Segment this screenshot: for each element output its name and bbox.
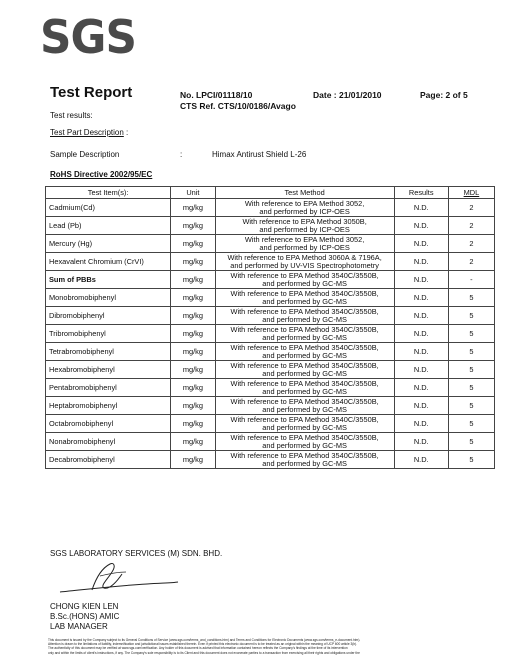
method-line-1: With reference to EPA Method 3052, bbox=[244, 234, 365, 244]
method-cell bbox=[215, 307, 394, 325]
method-line-2: and performed by GC-MS bbox=[262, 332, 347, 342]
signer-name: CHONG KIEN LEN bbox=[50, 602, 119, 611]
result-cell: N.D. bbox=[394, 451, 448, 469]
method-line-2: and performed by GC-MS bbox=[262, 368, 347, 378]
header-mdl: MDL bbox=[448, 187, 494, 199]
signer-role: LAB MANAGER bbox=[50, 622, 108, 631]
method-line-2: and performed by GC-MS bbox=[262, 296, 347, 306]
method-cell bbox=[215, 271, 394, 289]
result-cell: N.D. bbox=[394, 217, 448, 235]
mdl-cell: 5 bbox=[448, 361, 494, 379]
result-cell: N.D. bbox=[394, 289, 448, 307]
result-cell: N.D. bbox=[394, 235, 448, 253]
results-table bbox=[45, 186, 495, 469]
unit-cell: mg/kg bbox=[171, 451, 215, 469]
method-line-1: With reference to EPA Method 3540C/3550B, bbox=[230, 378, 379, 388]
test-item-cell: Dibromobiphenyl bbox=[46, 307, 171, 325]
method-line-2: and performed by ICP-OES bbox=[259, 206, 350, 216]
mdl-cell: - bbox=[448, 271, 494, 289]
method-line-1: With reference to EPA Method 3540C/3550B, bbox=[230, 270, 379, 280]
mdl-cell: 2 bbox=[448, 217, 494, 235]
unit-cell: mg/kg bbox=[171, 271, 215, 289]
test-item-cell: Decabromobiphenyl bbox=[46, 451, 171, 469]
method-cell bbox=[215, 217, 394, 235]
result-cell: N.D. bbox=[394, 397, 448, 415]
footer-line: Attention is drawn to the limitations of liability, indemnification and jurisdictional issues established therein. Even if printed this electronic document is to be treated as an original within the meaning of UCP 600 article 3(b). bbox=[48, 642, 358, 647]
result-cell: N.D. bbox=[394, 343, 448, 361]
method-line-1: With reference to EPA Method 3052, bbox=[244, 198, 365, 208]
table-row bbox=[46, 451, 495, 469]
unit-cell: mg/kg bbox=[171, 325, 215, 343]
cts-reference: CTS Ref. CTS/10/0186/Avago bbox=[180, 101, 296, 111]
method-line-2: and performed by GC-MS bbox=[262, 422, 347, 432]
report-date: Date : 21/01/2010 bbox=[313, 90, 382, 100]
sample-label: Sample Description bbox=[50, 150, 120, 159]
method-line-1: With reference to EPA Method 3540C/3550B, bbox=[230, 342, 379, 352]
mdl-cell: 5 bbox=[448, 451, 494, 469]
unit-cell: mg/kg bbox=[171, 235, 215, 253]
sgs-logo: SGS bbox=[40, 10, 136, 64]
unit-cell: mg/kg bbox=[171, 253, 215, 271]
header-test-method: Test Method bbox=[215, 187, 394, 199]
rohs-directive: RoHS Directive 2002/95/EC bbox=[50, 170, 153, 179]
test-part-row bbox=[50, 128, 128, 137]
method-line-2: and performed by GC-MS bbox=[262, 458, 347, 468]
unit-cell: mg/kg bbox=[171, 343, 215, 361]
method-line-2: and performed by GC-MS bbox=[262, 278, 347, 288]
test-item-cell: Sum of PBBs bbox=[46, 271, 171, 289]
test-item-cell: Tetrabromobiphenyl bbox=[46, 343, 171, 361]
mdl-cell: 2 bbox=[448, 253, 494, 271]
report-title: Test Report bbox=[50, 84, 133, 101]
table-row bbox=[46, 415, 495, 433]
sample-value: Himax Antirust Shield L-26 bbox=[212, 150, 307, 159]
mdl-cell: 5 bbox=[448, 415, 494, 433]
method-line-2: and performed by GC-MS bbox=[262, 440, 347, 450]
method-line-1: With reference to EPA Method 3540C/3550B, bbox=[230, 414, 379, 424]
method-line-1: With reference to EPA Method 3060A & 7196A, bbox=[227, 252, 382, 262]
unit-cell: mg/kg bbox=[171, 217, 215, 235]
table-row bbox=[46, 235, 495, 253]
footer-line: only and within the limits of client's instructions, if any. The Company's sole responsibility is to its Client and this document does not exonerate parties to a transaction from exercising all their rights and obligations under the bbox=[48, 650, 360, 655]
unit-cell: mg/kg bbox=[171, 433, 215, 451]
method-line-2: and performed by ICP-OES bbox=[259, 242, 350, 252]
test-item-cell: Hexavalent Chromium (CrVI) bbox=[46, 253, 171, 271]
table-row bbox=[46, 289, 495, 307]
result-cell: N.D. bbox=[394, 199, 448, 217]
table-row bbox=[46, 361, 495, 379]
test-item-cell: Heptabromobiphenyl bbox=[46, 397, 171, 415]
mdl-cell: 5 bbox=[448, 307, 494, 325]
method-line-2: and performed by GC-MS bbox=[262, 386, 347, 396]
table-row bbox=[46, 433, 495, 451]
test-part-colon: : bbox=[126, 128, 129, 137]
method-cell bbox=[215, 253, 394, 271]
method-cell bbox=[215, 451, 394, 469]
unit-cell: mg/kg bbox=[171, 397, 215, 415]
method-cell bbox=[215, 343, 394, 361]
result-cell: N.D. bbox=[394, 415, 448, 433]
test-item-cell: Monobromobiphenyl bbox=[46, 289, 171, 307]
method-line-1: With reference to EPA Method 3540C/3550B, bbox=[230, 360, 379, 370]
unit-cell: mg/kg bbox=[171, 307, 215, 325]
footer-line: This document is issued by the Company subject to its General Conditions of Service (www.sgs.com/terms_and_conditions.htm) and Terms and Conditions for Electronic Documents (www.sgs.com/terms_e-document.htm). bbox=[48, 638, 361, 642]
header-results: Results bbox=[394, 187, 448, 199]
mdl-cell: 5 bbox=[448, 433, 494, 451]
unit-cell: mg/kg bbox=[171, 415, 215, 433]
test-item-cell: Pentabromobiphenyl bbox=[46, 379, 171, 397]
method-line-1: With reference to EPA Method 3540C/3550B, bbox=[230, 450, 379, 460]
mdl-cell: 5 bbox=[448, 325, 494, 343]
table-row bbox=[46, 325, 495, 343]
method-line-1: With reference to EPA Method 3540C/3550B, bbox=[230, 396, 379, 406]
method-cell bbox=[215, 325, 394, 343]
table-row bbox=[46, 397, 495, 415]
test-item-cell: Nonabromobiphenyl bbox=[46, 433, 171, 451]
mdl-cell: 2 bbox=[448, 235, 494, 253]
test-item-cell: Cadmium(Cd) bbox=[46, 199, 171, 217]
method-line-2: and performed by ICP-OES bbox=[259, 224, 350, 234]
method-cell bbox=[215, 415, 394, 433]
mdl-cell: 5 bbox=[448, 379, 494, 397]
method-line-1: With reference to EPA Method 3050B, bbox=[242, 216, 367, 226]
method-line-1: With reference to EPA Method 3540C/3550B, bbox=[230, 288, 379, 298]
method-cell bbox=[215, 235, 394, 253]
unit-cell: mg/kg bbox=[171, 289, 215, 307]
test-item-cell: Mercury (Hg) bbox=[46, 235, 171, 253]
table-row bbox=[46, 307, 495, 325]
method-line-2: and performed by UV-VIS Spectrophotometry bbox=[230, 260, 379, 270]
method-cell bbox=[215, 397, 394, 415]
test-results-label: Test results: bbox=[50, 111, 93, 120]
table-row bbox=[46, 199, 495, 217]
mdl-cell: 2 bbox=[448, 199, 494, 217]
report-number: No. LPCI/01118/10 bbox=[180, 90, 253, 100]
mdl-cell: 5 bbox=[448, 397, 494, 415]
result-cell: N.D. bbox=[394, 307, 448, 325]
sample-colon: : bbox=[180, 150, 183, 159]
test-part-label: Test Part Description bbox=[50, 128, 124, 137]
mdl-cell: 5 bbox=[448, 343, 494, 361]
mdl-cell: 5 bbox=[448, 289, 494, 307]
result-cell: N.D. bbox=[394, 253, 448, 271]
unit-cell: mg/kg bbox=[171, 361, 215, 379]
header-test-item: Test Item(s): bbox=[46, 187, 171, 199]
unit-cell: mg/kg bbox=[171, 379, 215, 397]
table-header-row bbox=[46, 187, 495, 199]
lab-name: SGS LABORATORY SERVICES (M) SDN. BHD. bbox=[50, 549, 223, 558]
method-cell bbox=[215, 433, 394, 451]
method-cell bbox=[215, 199, 394, 217]
footer-line: The authenticity of this document may be verified at www.sgs.com/verification. Any holder of this document is advised that information contained hereon reflects the Company's findings at the time of its intervention bbox=[48, 646, 348, 651]
table-row bbox=[46, 253, 495, 271]
page-number: Page: 2 of 5 bbox=[420, 90, 468, 100]
unit-cell: mg/kg bbox=[171, 199, 215, 217]
result-cell: N.D. bbox=[394, 325, 448, 343]
method-cell bbox=[215, 361, 394, 379]
signer-degree: B.Sc.(HONS) AMIC bbox=[50, 612, 120, 621]
method-line-1: With reference to EPA Method 3540C/3550B, bbox=[230, 432, 379, 442]
footer-disclaimer bbox=[48, 638, 488, 655]
table-row bbox=[46, 271, 495, 289]
result-cell: N.D. bbox=[394, 433, 448, 451]
method-cell bbox=[215, 289, 394, 307]
result-cell: N.D. bbox=[394, 379, 448, 397]
table-row bbox=[46, 217, 495, 235]
test-item-cell: Octabromobiphenyl bbox=[46, 415, 171, 433]
result-cell: N.D. bbox=[394, 361, 448, 379]
table-row bbox=[46, 379, 495, 397]
method-line-2: and performed by GC-MS bbox=[262, 350, 347, 360]
method-line-1: With reference to EPA Method 3540C/3550B, bbox=[230, 324, 379, 334]
method-cell bbox=[215, 379, 394, 397]
test-item-cell: Lead (Pb) bbox=[46, 217, 171, 235]
method-line-2: and performed by GC-MS bbox=[262, 314, 347, 324]
table-row bbox=[46, 343, 495, 361]
method-line-1: With reference to EPA Method 3540C/3550B, bbox=[230, 306, 379, 316]
header-unit: Unit bbox=[171, 187, 215, 199]
test-item-cell: Hexabromobiphenyl bbox=[46, 361, 171, 379]
signature-image bbox=[52, 560, 182, 600]
method-line-2: and performed by GC-MS bbox=[262, 404, 347, 414]
test-item-cell: Tribromobiphenyl bbox=[46, 325, 171, 343]
result-cell: N.D. bbox=[394, 271, 448, 289]
